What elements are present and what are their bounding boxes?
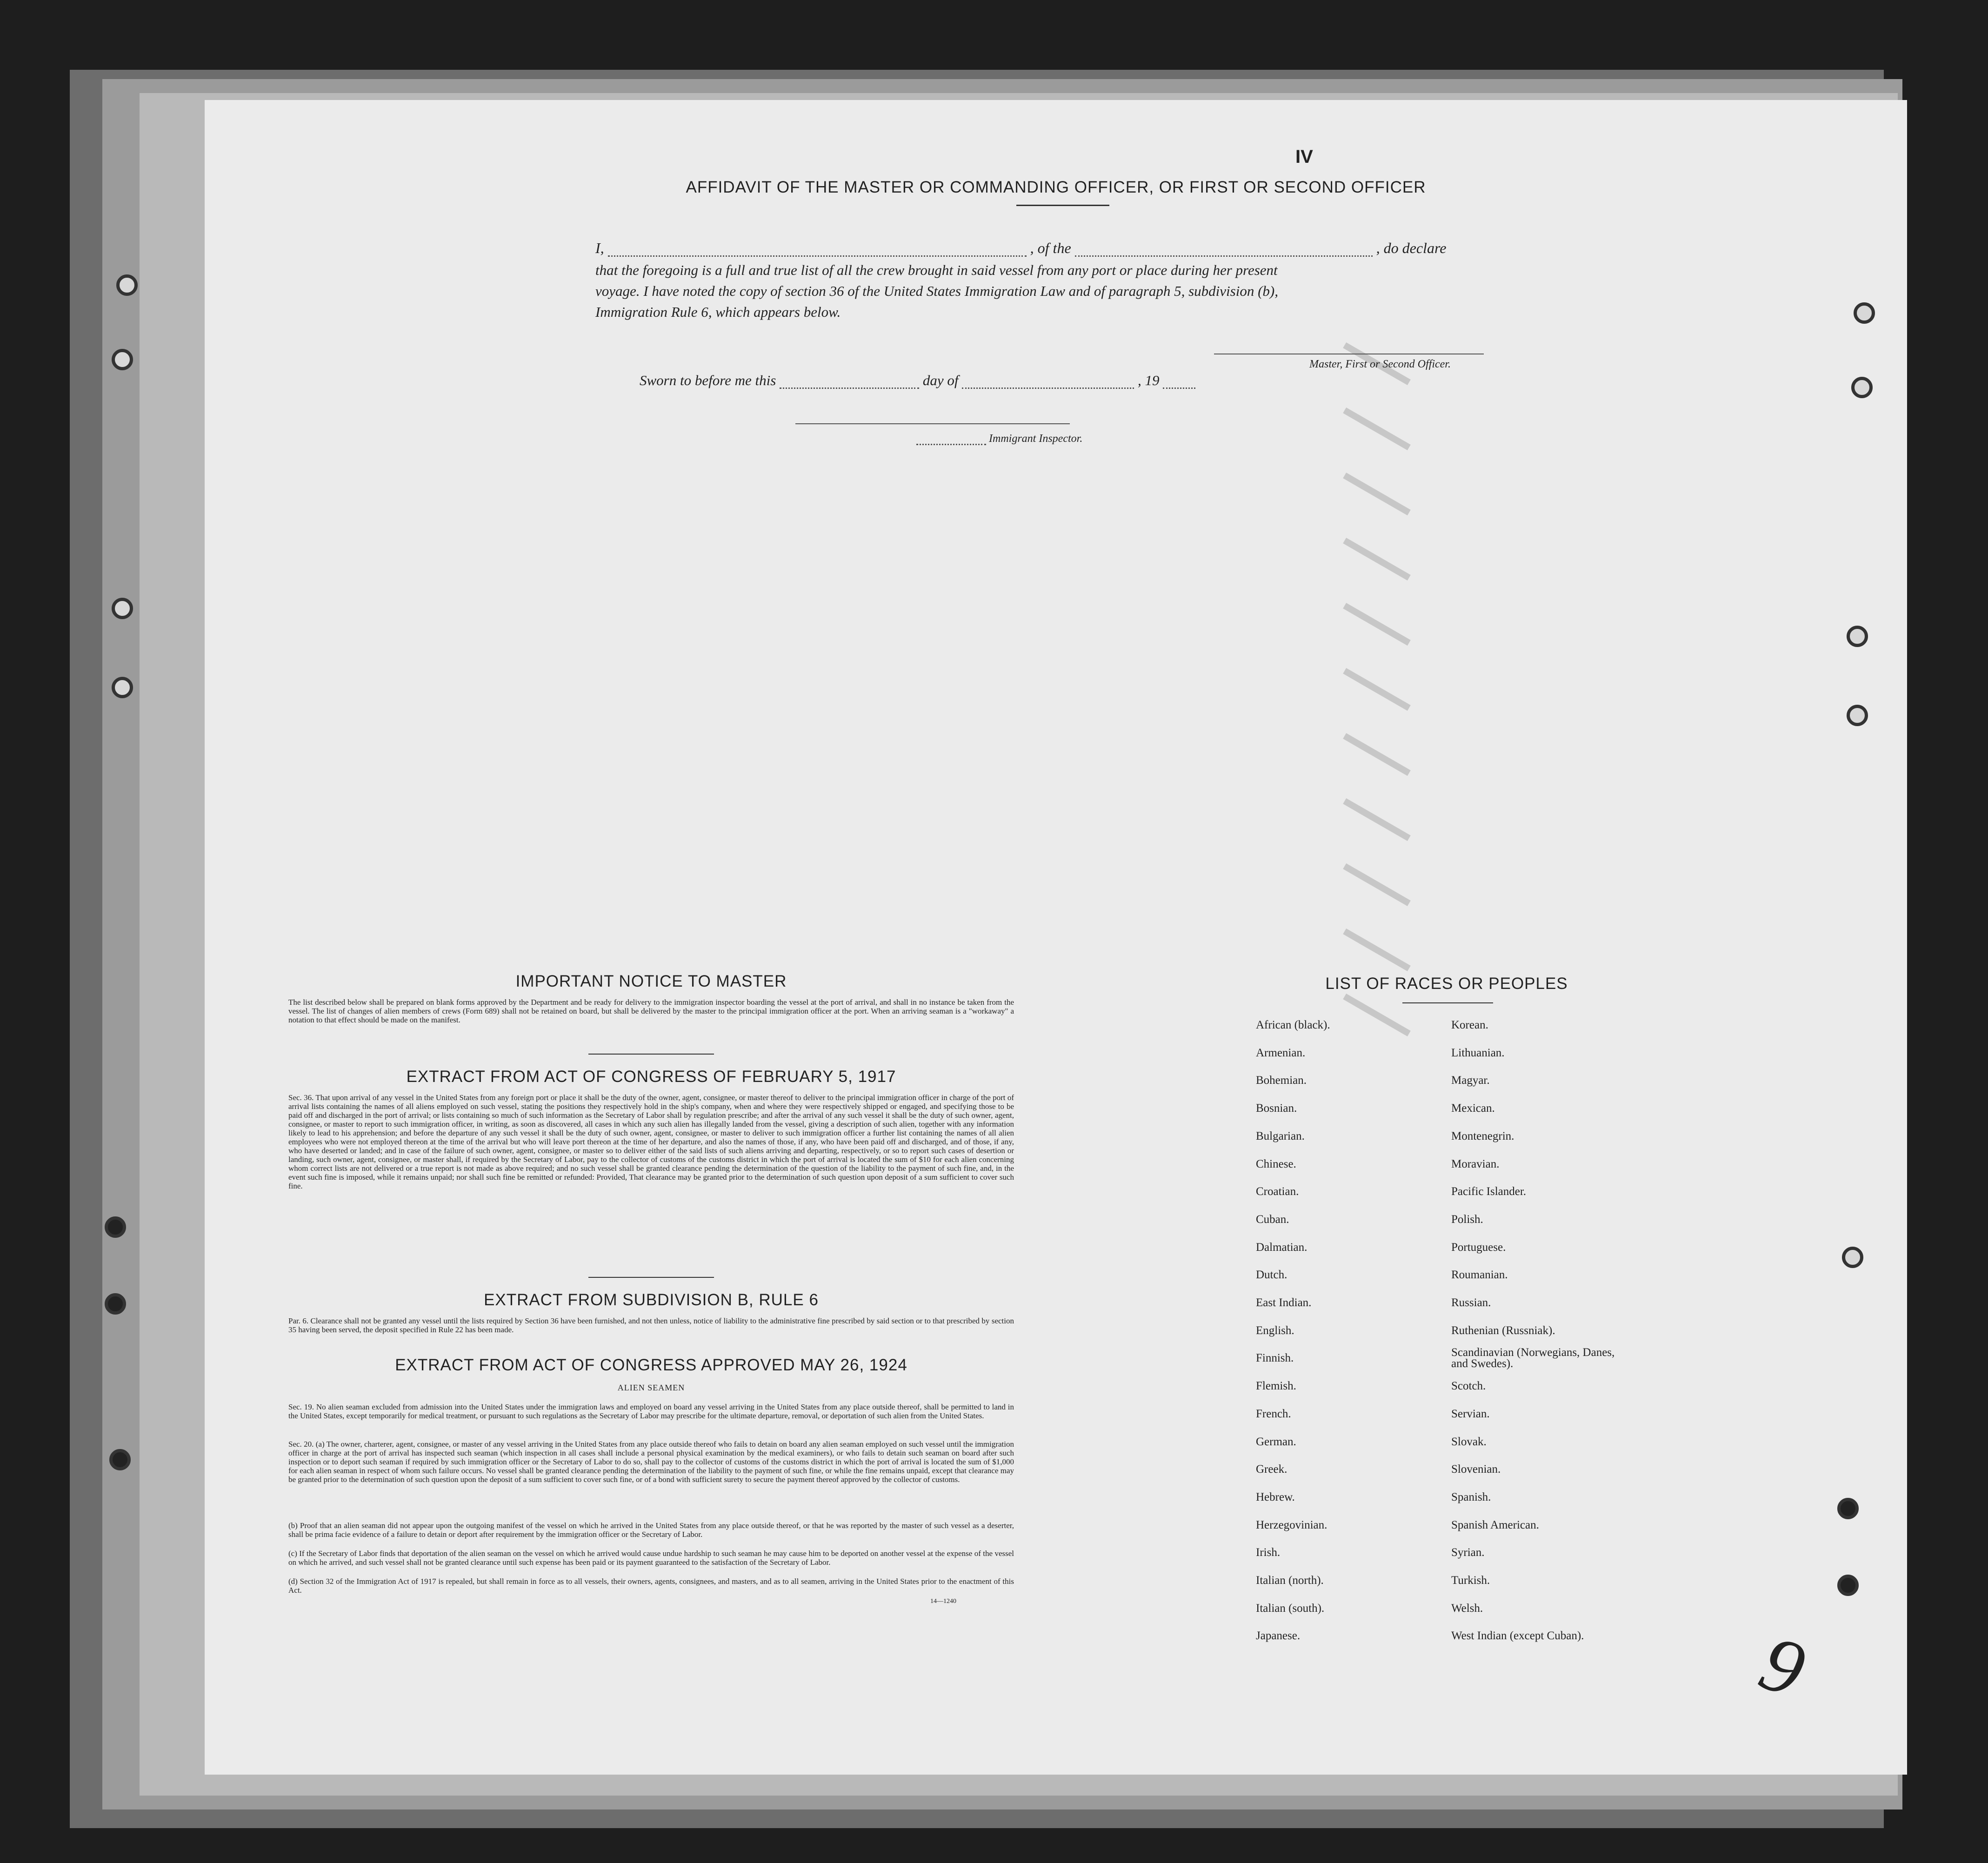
- declaration-body-2: voyage. I have noted the copy of section 36 of the United States Immigration Law and of paragraph 5, subdivision (b),: [595, 283, 1278, 299]
- race-item: German.: [1256, 1435, 1296, 1448]
- punch-hole: [1842, 1247, 1863, 1268]
- punch-hole: [105, 1293, 126, 1315]
- section-rule: [588, 1277, 714, 1278]
- offset-mark: [1343, 473, 1411, 515]
- punch-hole: [105, 1216, 126, 1238]
- offset-mark: [1343, 538, 1411, 581]
- handwritten-number: 9: [1749, 1618, 1816, 1714]
- of-the-label: , of the: [1030, 240, 1071, 256]
- declaration-body-1: that the foregoing is a full and true list of all the crew brought in said vessel from any port or place during her present: [595, 262, 1278, 278]
- extract-rule6-title: EXTRACT FROM SUBDIVISION B, RULE 6: [484, 1291, 819, 1309]
- race-item: Chinese.: [1256, 1157, 1296, 1170]
- title-rule: [1016, 205, 1109, 206]
- inspector-name-field[interactable]: [916, 435, 986, 445]
- race-item: Armenian.: [1256, 1046, 1306, 1059]
- punch-hole: [1847, 705, 1868, 726]
- offset-mark: [1343, 798, 1411, 841]
- race-item: French.: [1256, 1407, 1291, 1420]
- offset-mark: [1343, 733, 1411, 776]
- race-item: Welsh.: [1451, 1602, 1483, 1615]
- race-item: Pacific Islander.: [1451, 1185, 1527, 1198]
- i-label: I,: [595, 240, 604, 256]
- sworn-label: Sworn to before me this: [640, 372, 776, 388]
- day-of-label: day of: [922, 372, 959, 388]
- inspector-signature-line[interactable]: [795, 423, 1070, 424]
- offset-mark: [1343, 668, 1411, 711]
- race-item: Croatian.: [1256, 1185, 1299, 1198]
- race-item: Italian (north).: [1256, 1574, 1324, 1587]
- race-item: Bulgarian.: [1256, 1129, 1305, 1142]
- race-item: Mexican.: [1451, 1102, 1495, 1115]
- offset-mark: [1343, 603, 1411, 646]
- race-item: Turkish.: [1451, 1574, 1490, 1587]
- declaration-line: [595, 240, 1730, 257]
- race-item: Bosnian.: [1256, 1102, 1297, 1115]
- race-item: Irish.: [1256, 1546, 1281, 1559]
- race-item: Spanish.: [1451, 1490, 1491, 1503]
- notice-title: IMPORTANT NOTICE TO MASTER: [515, 972, 787, 990]
- offset-mark: [1343, 994, 1411, 1036]
- race-item: Flemish.: [1256, 1380, 1296, 1393]
- vessel-field[interactable]: [1075, 243, 1373, 257]
- sworn-line: [640, 372, 1195, 389]
- race-item: Syrian.: [1451, 1546, 1485, 1559]
- race-item: Slovenian.: [1451, 1463, 1501, 1476]
- races-title: LIST OF RACES OR PEOPLES: [1325, 975, 1568, 993]
- section-rule: [588, 1054, 714, 1055]
- year-label: , 19: [1137, 372, 1160, 388]
- race-item: Spanish American.: [1451, 1518, 1539, 1531]
- extract-1924-sec20c: (c) If the Secretary of Labor finds that deportation of the alien seaman on the vessel on which he arrived would cause undue hardship to such seaman he may cause him to be deported on another vessel at the expense of the vessel on which he arrived, and such vessel shall not be granted clearance until such expense has been paid or its payment guaranteed to the satisfaction of the Secretary of Labor.: [288, 1549, 1014, 1567]
- extract-1924-subtitle: ALIEN SEAMEN: [617, 1383, 685, 1392]
- race-item: East Indian.: [1256, 1296, 1312, 1309]
- page-number: IV: [1295, 147, 1313, 167]
- race-item: Portuguese.: [1451, 1241, 1506, 1254]
- race-item: Hebrew.: [1256, 1490, 1295, 1503]
- race-item: African (black).: [1256, 1019, 1330, 1031]
- day-field[interactable]: [780, 376, 919, 389]
- affidavit-title: AFFIDAVIT OF THE MASTER OR COMMANDING OFFICER, OR FIRST OR SECOND OFFICER: [686, 178, 1426, 196]
- extract-1924-title: EXTRACT FROM ACT OF CONGRESS APPROVED MAY 26, 1924: [395, 1356, 907, 1374]
- race-item: Greek.: [1256, 1463, 1288, 1476]
- race-item: Japanese.: [1256, 1629, 1301, 1643]
- race-item: Cuban.: [1256, 1213, 1289, 1226]
- punch-hole: [109, 1449, 131, 1470]
- name-field[interactable]: [608, 243, 1027, 257]
- punch-hole: [112, 598, 133, 619]
- master-signature-label: Master, First or Second Officer.: [1309, 358, 1451, 370]
- extract-1924-sec20b: (b) Proof that an alien seaman did not appear upon the outgoing manifest of the vessel on which he arrived in the United States from any place outside thereof, or that he was reported by the master of such vessel as a deserter, shall be prima facie evidence of a failure to detain or deport after requirement by the immigration officer or the Secretary of Labor.: [288, 1521, 1014, 1539]
- race-item: Moravian.: [1451, 1157, 1500, 1170]
- races-rule: [1402, 1002, 1493, 1003]
- extract-rule6-text: Par. 6. Clearance shall not be granted any vessel until the lists required by Section 36 have been furnished, and not then unless, notice of liability to the administrative fine prescribed by said section or to that prescribed by section 35 having been served, the deposit specified in Rule 22 has been made.: [288, 1316, 1014, 1334]
- declaration-body-3: Immigration Rule 6, which appears below.: [595, 304, 841, 320]
- race-item: Polish.: [1451, 1213, 1483, 1226]
- punch-hole: [112, 349, 133, 370]
- race-item: Montenegrin.: [1451, 1129, 1514, 1142]
- race-item: Dalmatian.: [1256, 1241, 1308, 1254]
- extract-1917-title: EXTRACT FROM ACT OF CONGRESS OF FEBRUARY 5, 1917: [406, 1068, 896, 1086]
- race-item: Magyar.: [1451, 1074, 1490, 1087]
- extract-1924-sec19: Sec. 19. No alien seaman excluded from admission into the United States under the immigration laws and employed on board any vessel arriving in the United States from any place outside thereof, shall be permitted to land in the United States, except temporarily for medical treatment, or pursuant to such regulations as the Secretary of Labor may prescribe for the ultimate departure, removal, or deportation of such alien from the United States.: [288, 1402, 1014, 1420]
- month-field[interactable]: [962, 376, 1134, 389]
- punch-hole: [1837, 1498, 1859, 1519]
- punch-hole: [1837, 1575, 1859, 1596]
- extract-1924-sec20d: (d) Section 32 of the Immigration Act of 1917 is repealed, but shall remain in force as to all vessels, their owners, agents, consignees, and masters, and as to all seamen, arriving in the United States prior to the enactment of this Act.: [288, 1577, 1014, 1595]
- form-page: [205, 100, 1907, 1775]
- race-item: Servian.: [1451, 1407, 1490, 1420]
- race-item: Finnish.: [1256, 1352, 1294, 1365]
- race-item: Roumanian.: [1451, 1269, 1508, 1282]
- race-item: Scandinavian (Norwegians, Danes, and Swedes).: [1451, 1346, 1615, 1370]
- race-item: Scotch.: [1451, 1380, 1486, 1393]
- offset-mark: [1343, 928, 1411, 971]
- punch-hole: [1854, 302, 1875, 324]
- extract-1917-text: Sec. 36. That upon arrival of any vessel in the United States from any foreign port or place it shall be the duty of the owner, agent, consignee, or master thereof to deliver to the principal immigration officer in charge of the port of arrival lists containing the names of all aliens employed on such vessel, stating the positions they respectively hold in the ship's company, when and where they were respectively shipped or engaged, and specifying those to be paid off and discharged in the port of arrival; or lists containing so much of such information as the Secretary of Labor shall by regulation prescribe; and after the arrival of any such vessel it shall be the duty of such owner, agent, consignee, or master to report to such immigration officer, in writing, as soon as discovered, all cases in which any such alien has illegally landed from the vessel, giving a description of such alien, together with any information likely to lead to his apprehension; and before the departure of any such vessel it shall be the duty of such owner, agent, consignee, or master to deliver to such immigration officer a further list containing the names of all alien employees who were not employed thereon at the time of the arrival but who will leave port thereon at the time of her departure, and also the names of those, if any, who have been paid off and discharged, and of those, if any, who have deserted or landed; and in case of the failure of such owner, agent, consignee, or master so to deliver either of the said lists of such aliens arriving and departing, respectively, or so to report such cases of desertion or landing, such owner, agent, consignee, or master shall, if required by the Secretary of Labor, pay to the collector of customs of the customs district in which the port of arrival is located the sum of $10 for each alien concerning whom correct lists are not delivered or a true report is not made as above required; and no such vessel shall be granted clearance pending the determination of the question of the liability to the payment of such fine, and, in the event such fine is imposed, while it remains unpaid; nor shall such fine be remitted or refunded: Provided, That clearance may be granted prior to the determination of such question upon deposit of a sum sufficient to cover such fine.: [288, 1093, 1014, 1190]
- race-item: West Indian (except Cuban).: [1451, 1629, 1584, 1643]
- punch-hole: [112, 677, 133, 698]
- race-item: Lithuanian.: [1451, 1046, 1505, 1059]
- offset-mark: [1343, 863, 1411, 906]
- punch-hole: [1851, 377, 1873, 398]
- race-item: Russian.: [1451, 1296, 1491, 1309]
- race-item: Slovak.: [1451, 1435, 1487, 1448]
- race-item: Bohemian.: [1256, 1074, 1307, 1087]
- inspector-line: [916, 433, 1082, 445]
- inspector-label: Immigrant Inspector.: [989, 433, 1083, 445]
- race-item: English.: [1256, 1324, 1294, 1337]
- punch-hole: [1847, 626, 1868, 647]
- form-number: 14—1240: [930, 1598, 956, 1605]
- extract-1924-sec20a: Sec. 20. (a) The owner, charterer, agent, consignee, or master of any vessel arriving in the United States from any place outside thereof who fails to detain on board any alien seaman employed on such vessel until the immigration officer in charge at the port of arrival has inspected such seaman (which inspection in all cases shall include a personal physical examination by the medical examiners), or who fails to detain such seaman on board after such inspection or to deport such seaman if required by such immigration officer or the Secretary of Labor to do so, shall pay to the collector of customs of the customs district in which the port of arrival is located the sum of $1,000 for each alien seaman in respect of whom such failure occurs. No vessel shall be granted clearance pending the determination of the liability to the payment of such fine, or while the fine remains unpaid, except that clearance may be granted prior to the determination of such question upon the deposit of a sum sufficient to cover such fine, or of a bond with sufficient surety to secure the payment thereof approved by the collector of customs.: [288, 1440, 1014, 1484]
- race-item: Ruthenian (Russniak).: [1451, 1324, 1555, 1337]
- notice-text: The list described below shall be prepared on blank forms approved by the Department and be ready for delivery to the immigration inspector boarding the vessel at the port of arrival, and shall in no instance be taken from the vessel. The list of changes of alien members of crews (Form 689) shall not be retained on board, but shall be delivered by the master to the principal immigration officer at the port. When an arriving seaman is a "workaway" a notation to that effect should be made on the manifest.: [288, 998, 1014, 1024]
- race-item: Herzegovinian.: [1256, 1518, 1328, 1531]
- race-item: Korean.: [1451, 1019, 1488, 1031]
- do-declare-label: , do declare: [1376, 240, 1447, 256]
- race-item: Dutch.: [1256, 1269, 1288, 1282]
- race-item: Italian (south).: [1256, 1602, 1325, 1615]
- offset-mark: [1343, 407, 1411, 450]
- punch-hole: [116, 274, 138, 296]
- year-field[interactable]: [1163, 376, 1195, 389]
